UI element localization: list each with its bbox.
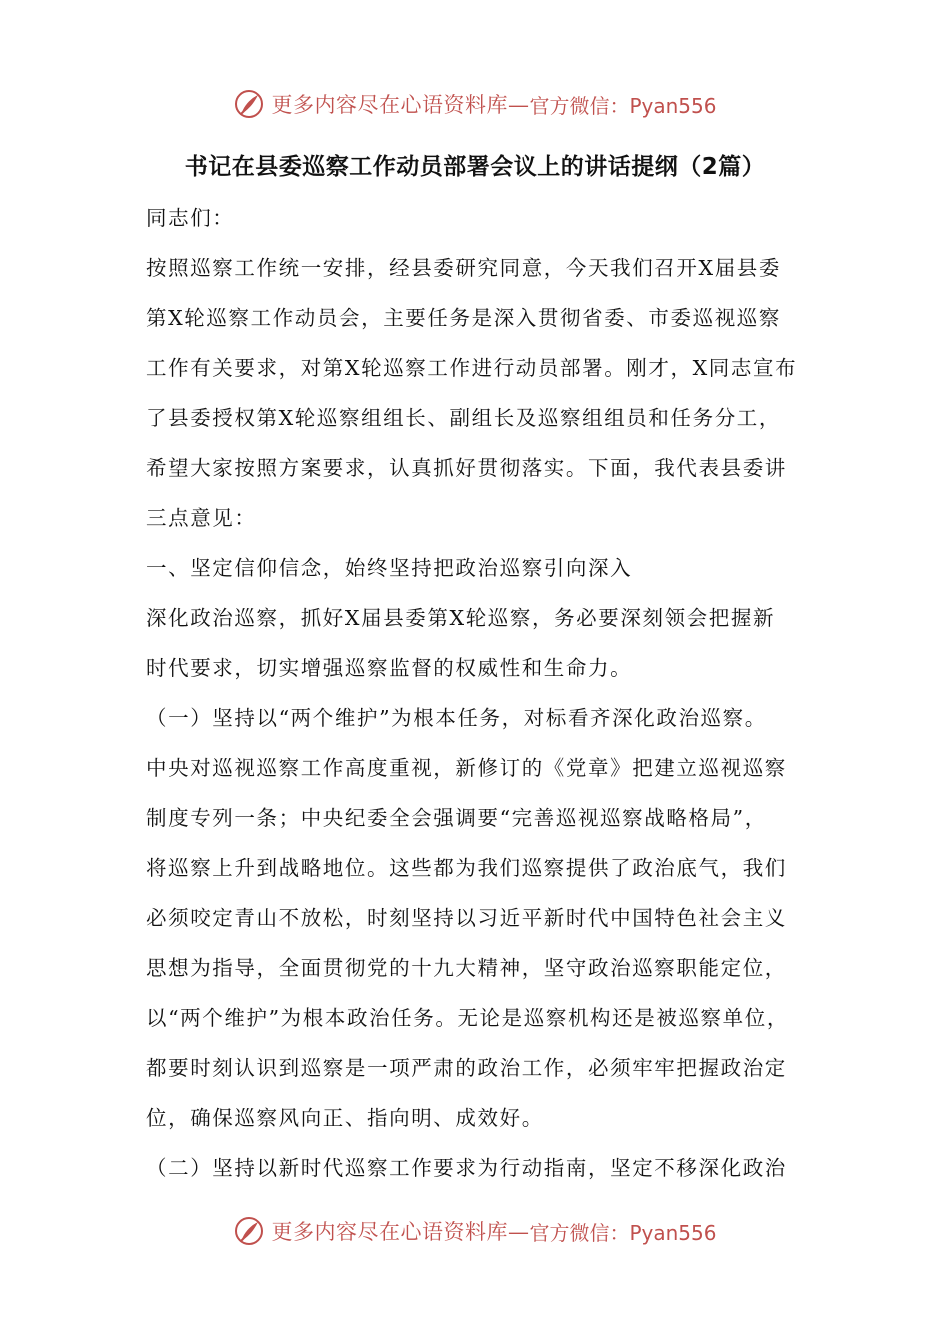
body-line-salutation: 同志们： [146, 206, 235, 230]
body-line: 工作有关要求，对第X轮巡察工作进行动员部署。刚才，X同志宣布 [146, 356, 798, 380]
watermark-wechat-text: 官方微信：Pyan556 [529, 1220, 717, 1245]
section-heading-1: 一、坚定信仰信念，始终坚持把政治巡察引向深入 [146, 556, 633, 580]
watermark-header [0, 84, 950, 124]
body-line: 按照巡察工作统一安排，经县委研究同意，今天我们召开X届县委 [146, 256, 781, 280]
body-line: 思想为指导，全面贯彻党的十九大精神，坚守政治巡察职能定位， [146, 956, 787, 980]
document-title: 书记在县委巡察工作动员部署会议上的讲话提纲（2篇） [184, 154, 766, 180]
body-line: 深化政治巡察，抓好X届县委第X轮巡察，务必要深刻领会把握新 [146, 606, 776, 630]
subsection-heading-1: （一）坚持以“两个维护”为根本任务，对标看齐深化政治巡察。 [146, 706, 767, 730]
body-line: 时代要求，切实增强巡察监督的权威性和生命力。 [146, 656, 633, 680]
body-line: 以“两个维护”为根本政治任务。无论是巡察机构还是被巡察单位， [146, 1006, 789, 1030]
body-line: 希望大家按照方案要求，认真抓好贯彻落实。下面，我代表县委讲 [146, 456, 787, 480]
body-line: 第X轮巡察工作动员会，主要任务是深入贯彻省委、市委巡视巡察 [146, 306, 781, 330]
body-line: 位，确保巡察风向正、指向明、成效好。 [146, 1106, 544, 1130]
quill-logo-icon [233, 88, 265, 120]
body-line: 将巡察上升到战略地位。这些都为我们巡察提供了政治底气，我们 [146, 856, 787, 880]
watermark-site-text: 更多内容尽在心语资料库— [271, 1220, 530, 1244]
body-line: 中央对巡视巡察工作高度重视，新修订的《党章》把建立巡视巡察 [146, 756, 787, 780]
body-line: 都要时刻认识到巡察是一项严肃的政治工作，必须牢牢把握政治定 [146, 1056, 787, 1080]
body-line: 三点意见： [146, 506, 257, 530]
quill-logo-icon [233, 1215, 265, 1247]
watermark-wechat-text: 官方微信：Pyan556 [529, 93, 717, 118]
body-line: 了县委授权第X轮巡察组组长、副组长及巡察组组员和任务分工， [146, 406, 781, 430]
body-line: 必须咬定青山不放松，时刻坚持以习近平新时代中国特色社会主义 [146, 906, 787, 930]
document-body [146, 193, 806, 1193]
watermark-footer [0, 1211, 950, 1251]
subsection-heading-2: （二）坚持以新时代巡察工作要求为行动指南，坚定不移深化政治 [146, 1156, 787, 1180]
watermark-site-text: 更多内容尽在心语资料库— [271, 93, 530, 117]
body-line: 制度专列一条；中央纪委全会强调要“完善巡视巡察战略格局”， [146, 806, 767, 830]
